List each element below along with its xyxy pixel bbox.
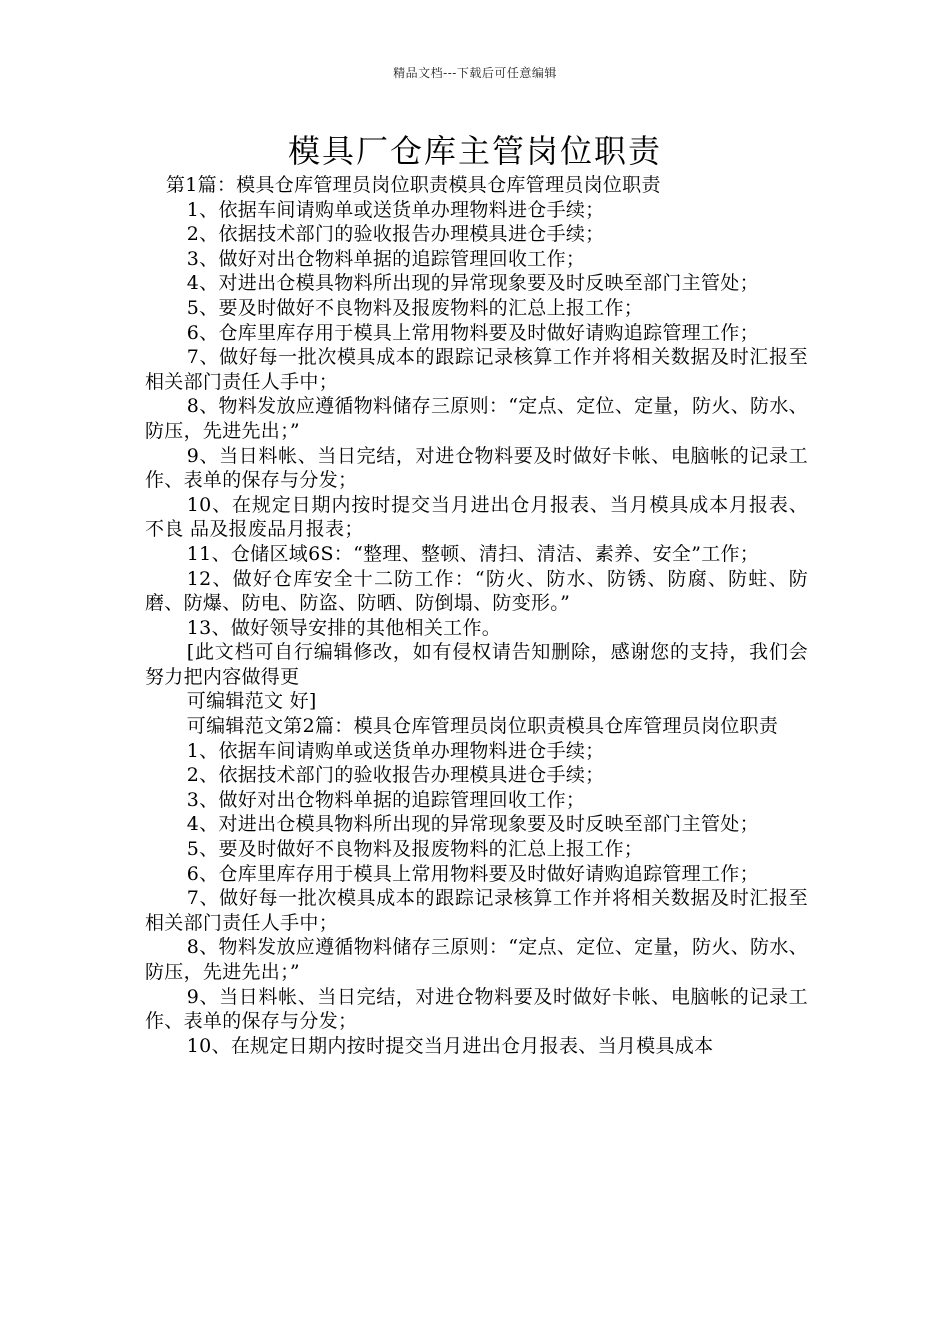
paragraph: 9、当日料帐、当日完结，对进仓物料要及时做好卡帐、电脑帐的记录工作、表单的保存与分发； <box>145 985 808 1033</box>
paragraph: 7、做好每一批次模具成本的跟踪记录核算工作并将相关数据及时汇报至相关部门责任人手中； <box>145 887 808 934</box>
paragraph: 10、在规定日期内按时提交当月进出仓月报表、当月模具成本月报表、不良 品及报废品月报表； <box>145 493 808 541</box>
document-title: 模具厂仓库主管岗位职责 <box>287 132 662 170</box>
paragraph: 5、要及时做好不良物料及报废物料的汇总上报工作； <box>186 838 644 861</box>
paragraph: 12、做好仓库安全十二防工作：“防火、防水、防锈、防腐、防蛀、防磨、防爆、防电、防盗、防晒、防倒塌、防变形。” <box>145 567 808 615</box>
paragraph: 4、对进出仓模具物料所出现的异常现象要及时反映至部门主管处； <box>186 272 759 295</box>
paragraph: 5、要及时做好不良物料及报废物料的汇总上报工作； <box>186 296 644 319</box>
paragraph: 1、依据车间请购单或送货单办理物料进仓手续； <box>186 198 605 221</box>
paragraph: 8、物料发放应遵循物料储存三原则：“定点、定位、定量，防火、防水、防压，先进先出；” <box>145 395 808 442</box>
paragraph: 6、仓库里库存用于模具上常用物料要及时做好请购追踪管理工作； <box>186 321 759 344</box>
paragraph: 10、在规定日期内按时提交当月进出仓月报表、当月模具成本 <box>186 1034 714 1057</box>
paragraph: 3、做好对出仓物料单据的追踪管理回收工作； <box>186 247 586 270</box>
paragraph: 4、对进出仓模具物料所出现的异常现象要及时反映至部门主管处； <box>186 813 759 836</box>
paragraph: [此文档可自行编辑修改，如有侵权请告知删除，感谢您的支持，我们会努力把内容做得更 <box>145 641 808 688</box>
paragraph: 9、当日料帐、当日完结，对进仓物料要及时做好卡帐、电脑帐的记录工作、表单的保存与分发； <box>145 444 808 492</box>
page-header: 精品文档---下载后可任意编辑 <box>393 66 557 80</box>
paragraph: 11、仓储区域6S：“整理、整顿、清扫、清洁、素养、安全”工作； <box>186 542 760 565</box>
paragraph: 6、仓库里库存用于模具上常用物料要及时做好请购追踪管理工作； <box>186 862 759 885</box>
paragraph: 2、依据技术部门的验收报告办理模具进仓手续； <box>186 764 605 787</box>
paragraph: 第1篇：模具仓库管理员岗位职责模具仓库管理员岗位职责 <box>165 174 661 196</box>
paragraph: 1、依据车间请购单或送货单办理物料进仓手续； <box>186 739 605 762</box>
paragraph: 3、做好对出仓物料单据的追踪管理回收工作； <box>186 788 586 811</box>
paragraph: 可编辑范文 好] <box>186 690 317 713</box>
document-body <box>145 173 808 1058</box>
paragraph: 7、做好每一批次模具成本的跟踪记录核算工作并将相关数据及时汇报至相关部门责任人手中； <box>145 346 808 393</box>
paragraph: 13、做好领导安排的其他相关工作。 <box>186 616 502 639</box>
paragraph: 可编辑范文第2篇：模具仓库管理员岗位职责模具仓库管理员岗位职责 <box>186 715 779 738</box>
paragraph: 2、依据技术部门的验收报告办理模具进仓手续； <box>186 223 605 246</box>
paragraph: 8、物料发放应遵循物料储存三原则：“定点、定位、定量，防火、防水、防压，先进先出；” <box>145 936 808 983</box>
